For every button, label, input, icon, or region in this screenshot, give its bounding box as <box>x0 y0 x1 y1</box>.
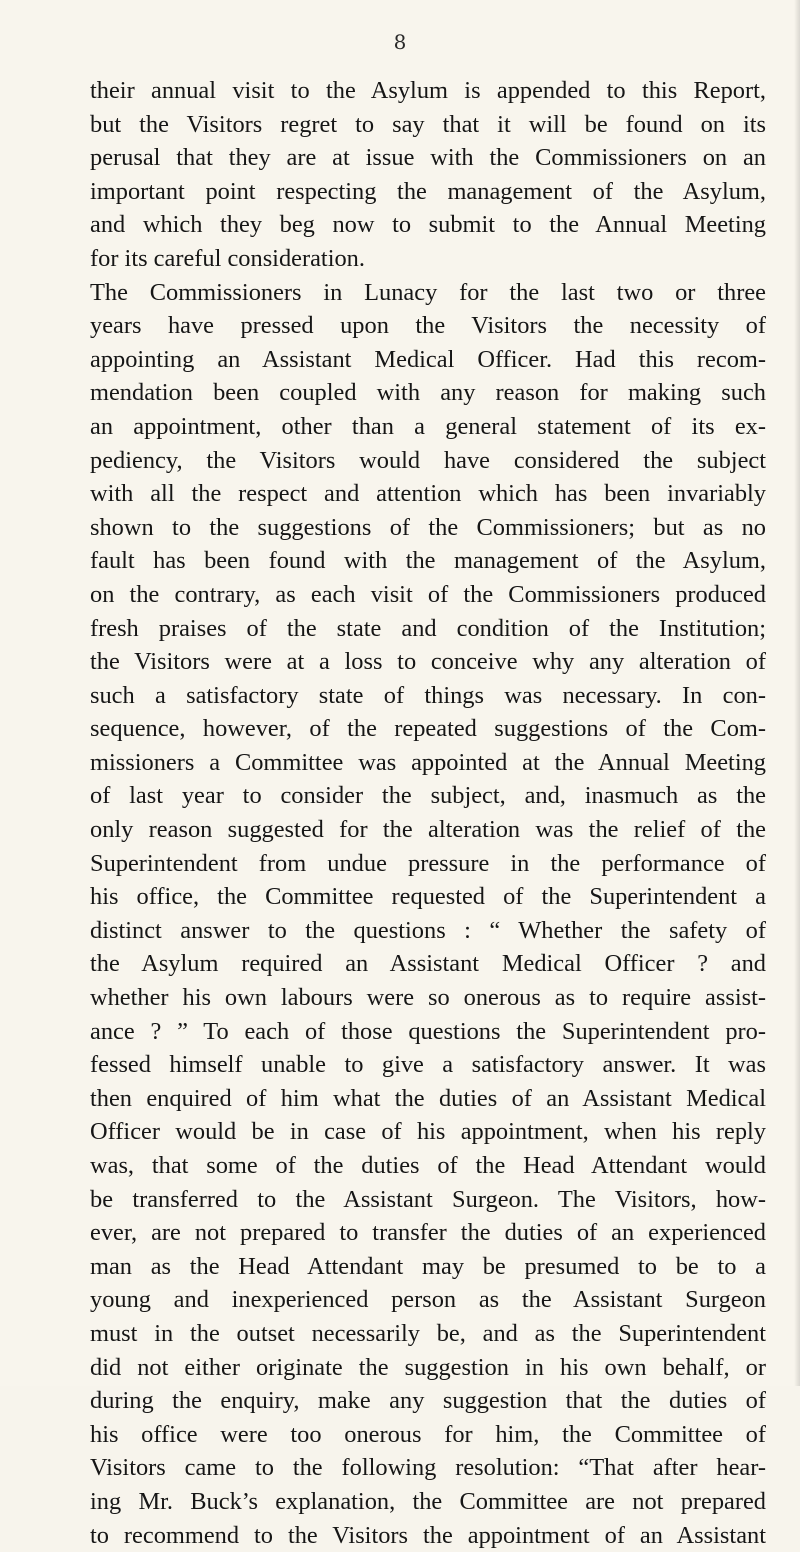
text-line: his office, the Committee requested of the Superintendent a <box>90 883 766 911</box>
text-line: Superintendent from undue pressure in the performance of <box>90 849 766 877</box>
text-line: their annual visit to the Asylum is appended to this Report, <box>90 77 766 104</box>
text-line: on the contrary, as each visit of the Commissioners produced <box>90 580 766 608</box>
text-line: an appointment, other than a general statement of its ex- <box>90 412 766 440</box>
text-line: The Commissioners in Lunacy for the last two or three <box>90 278 766 306</box>
text-line: during the enquiry, make any suggestion that the duties of <box>90 1387 766 1415</box>
text-line: then enquired of him what the duties of an Assistant Medical <box>90 1084 766 1112</box>
text-line: ance ? ” To each of those questions the Superintendent pro- <box>90 1017 766 1045</box>
page-edge-shadow <box>794 0 800 1386</box>
text-line: be transferred to the Assistant Surgeon. The Visitors, how- <box>90 1185 766 1213</box>
text-line: shown to the suggestions of the Commissioners; but as no <box>90 513 766 541</box>
text-line: such a satisfactory state of things was necessary. In con- <box>90 681 766 709</box>
text-line: ing Mr. Buck’s explanation, the Committee are not prepared <box>90 1487 766 1515</box>
text-line: must in the outset necessarily be, and as the Superintendent <box>90 1319 766 1347</box>
text-line: years have pressed upon the Visitors the necessity of <box>90 312 766 340</box>
text-line: appointing an Assistant Medical Officer. Had this recom- <box>90 345 766 373</box>
body-text <box>90 74 766 1552</box>
text-line: perusal that they are at issue with the Commissioners on an <box>90 144 766 172</box>
text-line: did not either originate the suggestion in his own behalf, or <box>90 1353 766 1381</box>
text-line: fault has been found with the management of the Asylum, <box>90 547 766 575</box>
text-line: fresh praises of the state and condition of the Institution; <box>90 614 766 642</box>
text-line: the Visitors were at a loss to conceive why any alteration of <box>90 648 766 676</box>
text-line: but the Visitors regret to say that it will be found on its <box>90 110 766 138</box>
text-line: and which they beg now to submit to the Annual Meeting <box>90 211 766 239</box>
text-line: with all the respect and attention which has been invariably <box>90 480 766 508</box>
text-line: Visitors came to the following resolution: “That after hear- <box>90 1454 766 1482</box>
text-line: sequence, however, of the repeated suggestions of the Com- <box>90 715 766 743</box>
text-line: was, that some of the duties of the Head Attendant would <box>90 1152 766 1179</box>
text-line: distinct answer to the questions : “ Whether the safety of <box>90 916 766 944</box>
text-line: important point respecting the management of the Asylum, <box>90 177 766 205</box>
text-line: mendation been coupled with any reason for making such <box>90 379 766 407</box>
text-line: whether his own labours were so onerous as to require assist- <box>90 984 766 1012</box>
text-line: missioners a Committee was appointed at the Annual Meeting <box>90 748 766 776</box>
page-number: 8 <box>393 30 407 54</box>
text-line: fessed himself unable to give a satisfactory answer. It was <box>90 1051 766 1079</box>
text-line: young and inexperienced person as the Assistant Surgeon <box>90 1286 766 1314</box>
text-line: of last year to consider the subject, and, inasmuch as the <box>90 782 766 810</box>
text-line: ever, are not prepared to transfer the duties of an experienced <box>90 1219 766 1247</box>
text-line: the Asylum required an Assistant Medical Officer ? and <box>90 950 766 978</box>
text-line: to recommend to the Visitors the appointment of an Assistant <box>90 1521 766 1549</box>
text-line: his office were too onerous for him, the Committee of <box>90 1420 766 1448</box>
text-line: Officer would be in case of his appointment, when his reply <box>90 1118 766 1146</box>
text-line: man as the Head Attendant may be presumed to be to a <box>90 1252 766 1280</box>
text-line: pediency, the Visitors would have considered the subject <box>90 446 766 474</box>
text-line: only reason suggested for the alteration was the relief of the <box>90 816 766 844</box>
text-line: for its careful consideration. <box>90 244 365 272</box>
